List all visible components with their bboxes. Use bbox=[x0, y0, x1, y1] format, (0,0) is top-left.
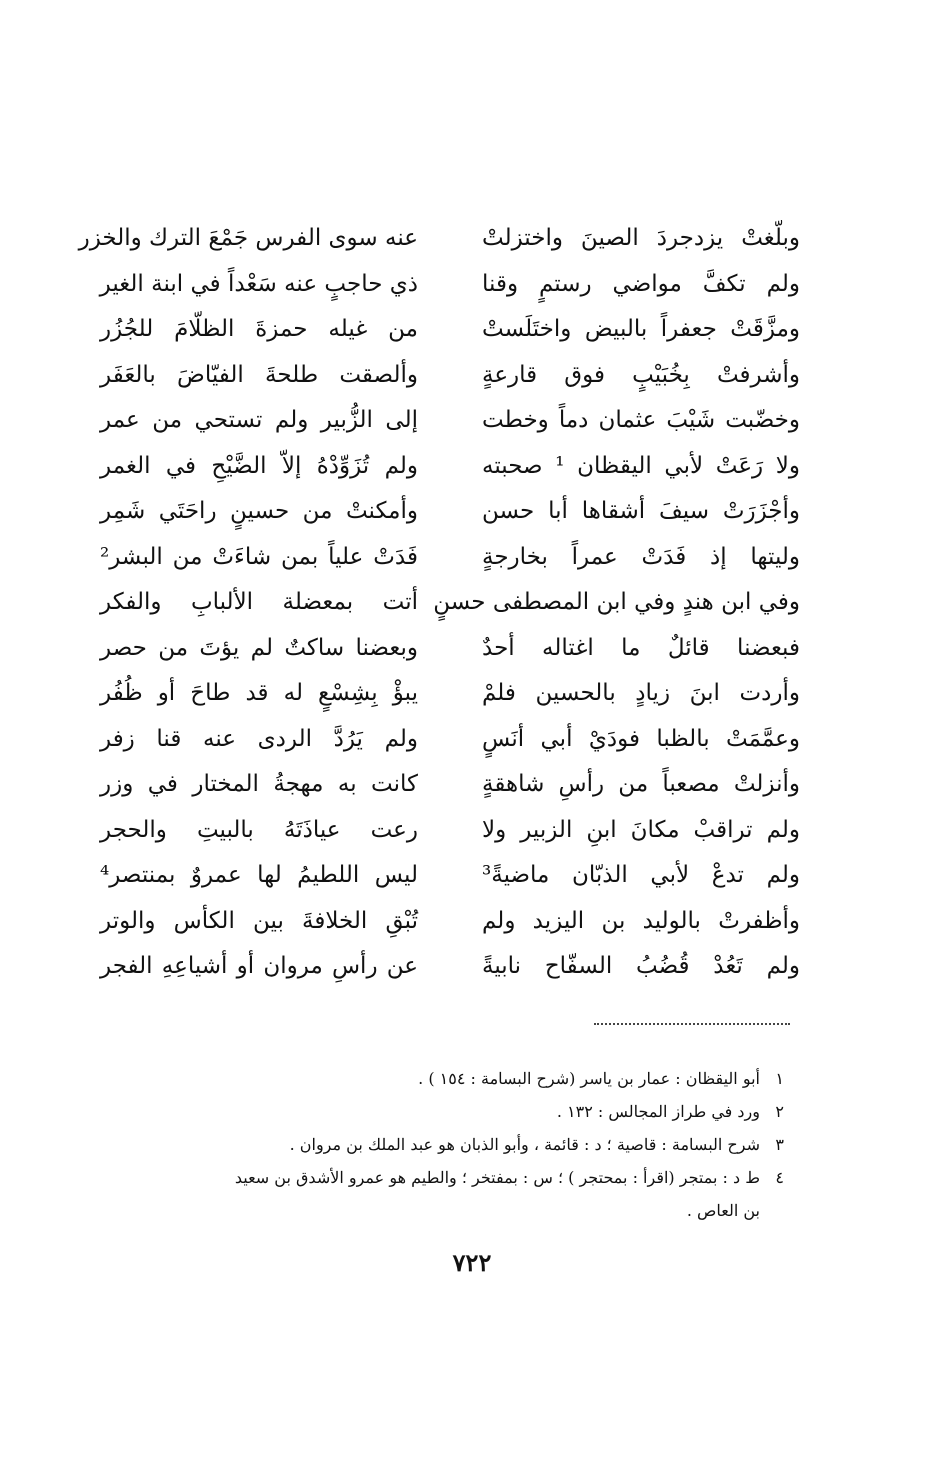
footnote-text: ط د : بمتجر (اقرأ : بمحتجر ) ؛ س : بمفتخر ؛ والطيم هو عمرو الأشدق بن سعيد bbox=[234, 1168, 760, 1187]
hemistich-first: وفي ابن هندٍ وفي ابن المصطفى حسنٍ bbox=[433, 589, 800, 615]
verse-line bbox=[100, 670, 800, 716]
hemistich-second: وبعضنا ساكتٌ لم يؤتَ من حصر bbox=[100, 634, 418, 661]
poem-body bbox=[78, 215, 801, 985]
hemistich-first: ولم تدعْ لأبي الذبّان ماضيةً³ bbox=[482, 862, 800, 888]
footnote-continuation: بن العاص . bbox=[686, 1201, 760, 1220]
hemistich-second: ولم تُزَوِّدْهُ إلاّ الضَّيْحِ في الغمر bbox=[100, 452, 418, 479]
verse-line bbox=[100, 943, 800, 989]
verse-line bbox=[100, 761, 800, 807]
hemistich-second: تُبْقِ الخلافةَ بين الكأس والوتر bbox=[100, 907, 418, 934]
hemistich-second: يبؤْ بِشِسْعٍ له قد طاحَ أو ظُفُر bbox=[100, 680, 418, 706]
hemistich-second: فَدَتْ علياً بمن شاءَتْ من البشر² bbox=[100, 543, 418, 570]
hemistich-second: رعت عياذَتَهُ بالبيتِ والحجر bbox=[100, 816, 418, 843]
hemistich-first: ولم تراقبْ مكانَ ابنِ الزبير ولا bbox=[482, 816, 800, 843]
footnote bbox=[124, 1161, 784, 1194]
verse-line bbox=[78, 215, 800, 261]
hemistich-second: وألصقت طلحةَ الفيّاضَ بالعَفَر bbox=[100, 361, 418, 388]
hemistich-second: ليس اللطيمُ لها عمروٌ بمنتصر⁴ bbox=[100, 862, 418, 888]
footnote-text: شرح البسامة : قاصية ؛ د : قائمة ، وأبو الذبان هو عبد الملك بن مروان . bbox=[289, 1135, 760, 1154]
hemistich-first: وأجْزَرَتْ سيفَ أشقاها أبا حسن bbox=[482, 498, 800, 524]
hemistich-first: وأردت ابنَ زيادٍ بالحسين فلمْ bbox=[482, 680, 800, 706]
verse-line bbox=[100, 306, 800, 352]
verse-line bbox=[100, 716, 800, 762]
hemistich-first: ولا رَعَتْ لأبي اليقظان ¹ صحبته bbox=[482, 452, 801, 479]
hemistich-first: وبلّغتْ يزدجردَ الصينَ واختزلتْ bbox=[482, 225, 800, 251]
hemistich-second: إلى الزُّبير ولم تستحي من عمر bbox=[100, 407, 418, 433]
hemistich-first: وعمَّمَتْ بالظبا فودَيْ أبي أنَسٍ bbox=[482, 725, 800, 752]
hemistich-first: وليتها إذ فَدَتْ عمراً بخارجةٍ bbox=[482, 543, 800, 570]
hemistich-second: من غيله حمزةَ الظلّامَ للجُزُر bbox=[100, 316, 418, 342]
hemistich-first: ولم تَعُدْ قُضُبُ السفّاح نابيةً bbox=[482, 953, 800, 979]
verse-line bbox=[100, 488, 800, 534]
hemistich-second: كانت به مهجةُ المختار في وزر bbox=[100, 771, 418, 797]
verse-line bbox=[100, 579, 800, 625]
verse-line bbox=[100, 534, 800, 580]
verse-line bbox=[100, 898, 800, 944]
verse-line bbox=[100, 261, 800, 307]
hemistich-second: أتت بمعضلة الألبابِ والفكر bbox=[100, 589, 418, 615]
hemistich-first: ومزَّقَتْ جعفراً بالبيض واختَلَستْ bbox=[482, 316, 800, 342]
footnote bbox=[124, 1128, 784, 1161]
footnote-number: ٤ bbox=[775, 1168, 784, 1187]
hemistich-second: عنه سوى الفرس جَمْعَ الترك والخزر bbox=[78, 225, 418, 251]
verse-line bbox=[100, 852, 800, 898]
hemistich-first: فبعضنا قائلٌ ما اغتاله أحدٌ bbox=[482, 634, 800, 661]
hemistich-second: ولم يَرُدَّ الردى عنه قنا زفر bbox=[100, 725, 418, 752]
footnote bbox=[124, 1062, 784, 1095]
footnote-number: ٢ bbox=[775, 1102, 784, 1121]
verse-line bbox=[100, 397, 800, 443]
hemistich-first: وأظفرتْ بالوليد بن اليزيد ولم bbox=[482, 907, 800, 934]
verse-line bbox=[100, 443, 800, 489]
hemistich-first: وخضّبت شَيْبَ عثمان دماً وخطت bbox=[482, 407, 800, 433]
hemistich-second: وأمكنتْ من حسينٍ راحَتَي شَمِر bbox=[100, 498, 418, 524]
footnote-text: ورد في طراز المجالس : ١٣٢ . bbox=[556, 1102, 760, 1121]
verse-line bbox=[100, 807, 800, 853]
hemistich-first: وأنزلتْ مصعباً من رأسِ شاهقةٍ bbox=[482, 771, 800, 797]
hemistich-first: ولم تكفَّ مواضي رستمٍ وقنا bbox=[482, 270, 800, 297]
verse-line bbox=[100, 625, 800, 671]
hemistich-first: وأشرفتْ بِخُبَيْبٍ فوق قارعةٍ bbox=[482, 361, 800, 388]
hemistich-second: ذي حاجبٍ عنه سَعْداً في ابنة الغير bbox=[99, 270, 418, 297]
footnote-separator bbox=[594, 1023, 790, 1025]
footnote-number: ٣ bbox=[775, 1135, 784, 1154]
footnotes bbox=[124, 1062, 784, 1227]
page-number: ٧٢٢ bbox=[452, 1248, 492, 1277]
footnote-number: ١ bbox=[775, 1069, 784, 1088]
hemistich-second: عن رأسِ مروان أو أشياعِهِ الفجر bbox=[100, 953, 418, 979]
footnote-text: أبو اليقظان : عمار بن ياسر (شرح البسامة : ١٥٤ ) . bbox=[418, 1069, 760, 1088]
verse-line bbox=[100, 352, 800, 398]
footnote bbox=[124, 1095, 784, 1128]
